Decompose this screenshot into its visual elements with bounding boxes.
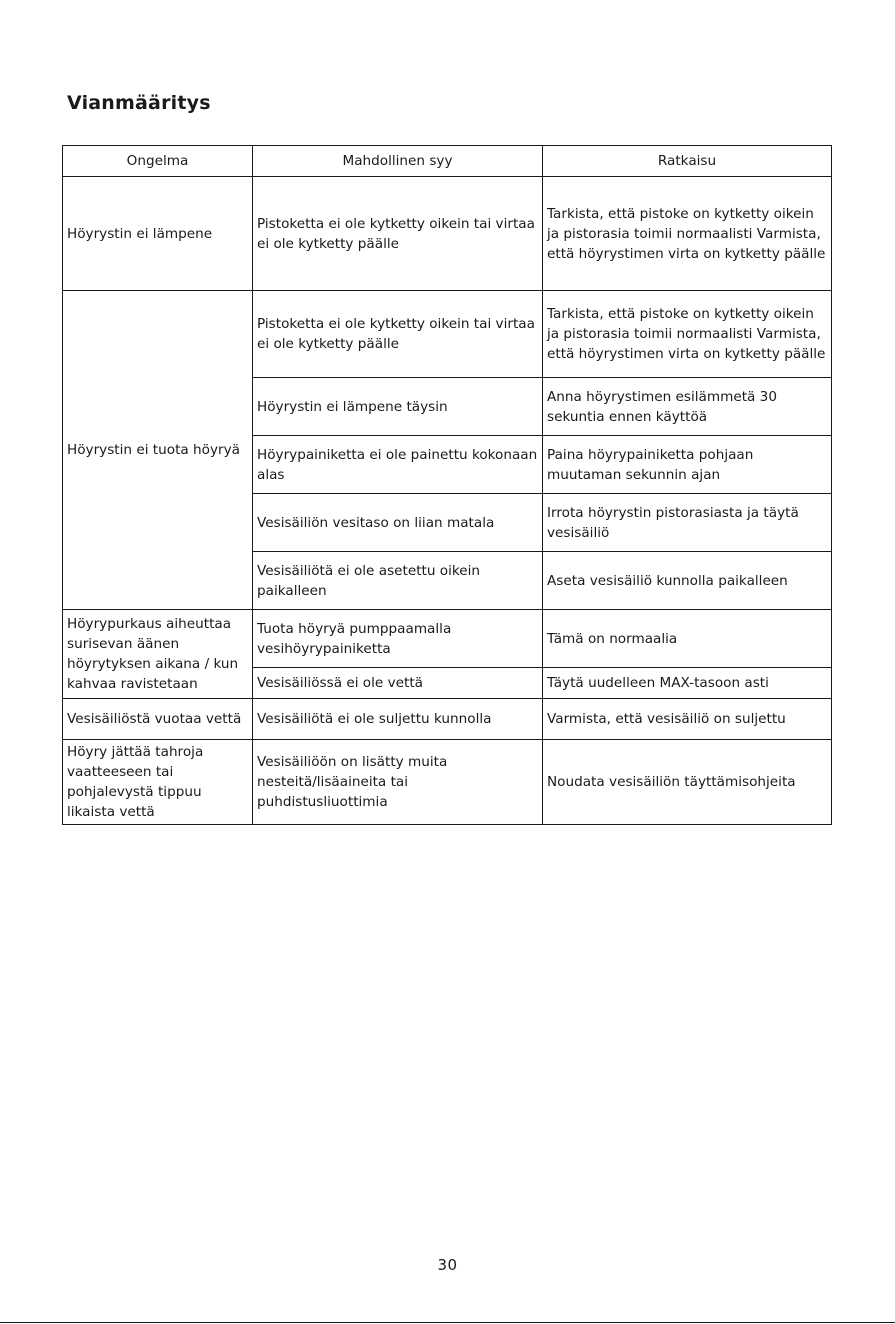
table-row xyxy=(63,740,832,825)
cause-cell: Pistoketta ei ole kytketty oikein tai virtaa ei ole kytketty päälle xyxy=(253,291,543,378)
cause-cell: Vesisäiliötä ei ole suljettu kunnolla xyxy=(253,699,543,740)
problem-cell: Höyrystin ei lämpene xyxy=(63,177,253,291)
table-row xyxy=(63,699,832,740)
solution-cell: Tarkista, että pistoke on kytketty oikein ja pistorasia toimii normaalisti Varmista, että höyrystimen virta on kytketty päälle xyxy=(543,177,832,291)
header-problem: Ongelma xyxy=(63,146,253,177)
cause-cell: Tuota höyryä pumppaamalla vesihöyrypainiketta xyxy=(253,610,543,668)
cause-cell: Pistoketta ei ole kytketty oikein tai virtaa ei ole kytketty päälle xyxy=(253,177,543,291)
bottom-rule xyxy=(0,1322,895,1323)
solution-cell: Varmista, että vesisäiliö on suljettu xyxy=(543,699,832,740)
solution-cell: Noudata vesisäiliön täyttämisohjeita xyxy=(543,740,832,825)
troubleshooting-table xyxy=(62,145,832,825)
solution-cell: Irrota höyrystin pistorasiasta ja täytä vesisäiliö xyxy=(543,494,832,552)
header-cause: Mahdollinen syy xyxy=(253,146,543,177)
problem-cell: Höyrypurkaus aiheuttaa surisevan äänen höyrytyksen aikana / kun kahvaa ravistetaan xyxy=(63,610,253,699)
problem-cell: Höyrystin ei tuota höyryä xyxy=(63,291,253,610)
cause-cell: Vesisäiliössä ei ole vettä xyxy=(253,668,543,699)
problem-cell: Höyry jättää tahroja vaatteeseen tai pohjalevystä tippuu likaista vettä xyxy=(63,740,253,825)
table-header-row xyxy=(63,146,832,177)
solution-cell: Tämä on normaalia xyxy=(543,610,832,668)
cause-cell: Höyrypainiketta ei ole painettu kokonaan alas xyxy=(253,436,543,494)
cause-cell: Vesisäiliön vesitaso on liian matala xyxy=(253,494,543,552)
solution-cell: Anna höyrystimen esilämmetä 30 sekuntia ennen käyttöä xyxy=(543,378,832,436)
header-solution: Ratkaisu xyxy=(543,146,832,177)
page-title: Vianmääritys xyxy=(67,92,211,114)
table-row xyxy=(63,291,832,378)
cause-cell: Höyrystin ei lämpene täysin xyxy=(253,378,543,436)
cause-cell: Vesisäiliöön on lisätty muita nesteitä/lisäaineita tai puhdistusliuottimia xyxy=(253,740,543,825)
table-row xyxy=(63,610,832,668)
solution-cell: Aseta vesisäiliö kunnolla paikalleen xyxy=(543,552,832,610)
table-row xyxy=(63,177,832,291)
solution-cell: Täytä uudelleen MAX-tasoon asti xyxy=(543,668,832,699)
solution-cell: Paina höyrypainiketta pohjaan muutaman sekunnin ajan xyxy=(543,436,832,494)
cause-cell: Vesisäiliötä ei ole asetettu oikein paikalleen xyxy=(253,552,543,610)
solution-cell: Tarkista, että pistoke on kytketty oikein ja pistorasia toimii normaalisti Varmista, että höyrystimen virta on kytketty päälle xyxy=(543,291,832,378)
page-number: 30 xyxy=(437,1256,458,1274)
problem-cell: Vesisäiliöstä vuotaa vettä xyxy=(63,699,253,740)
